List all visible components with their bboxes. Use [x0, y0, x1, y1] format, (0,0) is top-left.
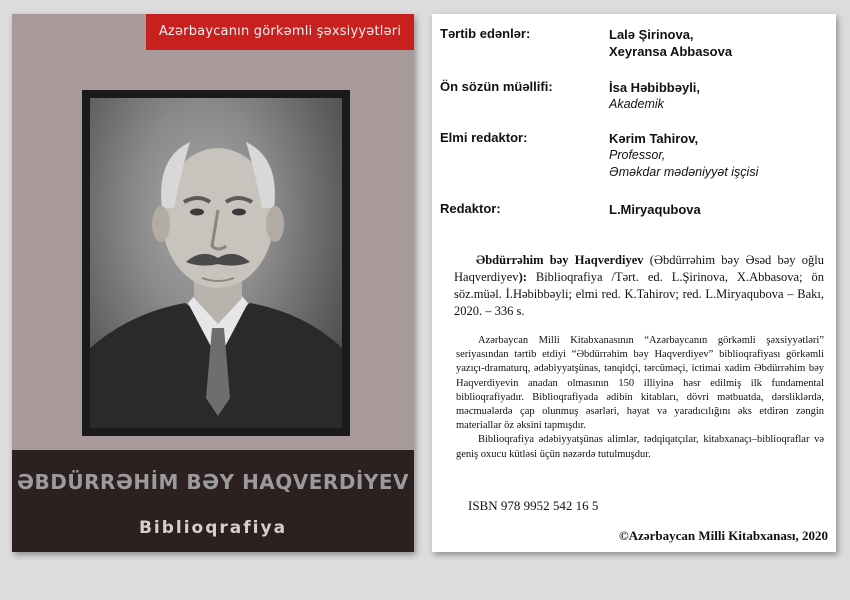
credit-name-compiler-1: Lalə Şirinova, — [609, 27, 694, 42]
citation-details: Biblioqrafiya /Tərt. ed. L.Şirinova, X.Abbasova; ön söz.müəl. İ.Həbibbəyli; elmi red. K.Tahirov; red. L.Miryaqubova – Bakı, 2020. – 336 s. — [454, 270, 824, 318]
credit-label-scientific-editor: Elmi redaktor: — [440, 130, 528, 145]
citation-colon: ): — [518, 270, 536, 284]
credit-name-compiler-2: Xeyransa Abbasova — [609, 44, 733, 59]
copyright: ©Azərbaycan Milli Kitabxanası, 2020 — [618, 528, 828, 543]
credit-label-foreword: Ön sözün müəllifi: — [440, 79, 553, 94]
credit-name-foreword: İsa Həbibbəyli, — [609, 80, 701, 95]
credit-label-compilers: Tərtib edənlər: — [440, 26, 531, 41]
portrait-drawing — [90, 98, 342, 428]
abstract-paragraph-1: Azərbaycan Milli Kitabxanasının “Azərbaycanın görkəmli şəxsiyyətləri” seriyasından tərtib etdiyi “Əbdürrəhim bəy Haqverdiyev” biblioqrafiyası görkəmli yazıçı-dramaturq, ədəbiyyatşünas, tənqidçi, tərcüməçi, ictimai xadim Əbdürrəhim bəy Haqverdiyevin anadan olmasının 150 illiyinə həsr edilmiş ilk fundamental biblioqrafiyadır. Biblioqrafiyada ədibin kitabları, dövri mətbuatda, dərsliklərdə, məcmuələrdə çap olunmuş əsərləri, həyat və yaradıcılığını əks etdirən zəngin materiallar öz əksini tapmışdır. — [456, 335, 824, 432]
credit-role-foreword: Akademik — [609, 97, 664, 111]
abstract — [456, 334, 824, 462]
imprint-page — [432, 14, 836, 552]
citation-fullname: (Əbdürrəhim bəy Əsəd bəy oğlu Haqverdiyev — [454, 253, 824, 284]
series-label: Azərbaycanın görkəmli şəxsiyyətləri — [146, 14, 414, 50]
credit-name-scientific-editor: Kərim Tahirov, — [609, 131, 699, 146]
cover-title: ƏBDÜRRƏHİM BƏY HAQVERDİYEV — [17, 470, 409, 494]
credit-role-scientific-editor-2: Əməkdar mədəniyyət işçisi — [609, 165, 759, 179]
credit-label-editor: Redaktor: — [440, 201, 501, 216]
bibliographic-citation — [454, 252, 824, 320]
book-cover — [12, 14, 414, 552]
portrait-photo-icon — [90, 98, 342, 428]
citation-author: Əbdürrəhim bəy Haqverdiyev — [476, 253, 644, 267]
abstract-paragraph-2: Biblioqrafiya ədəbiyyatşünas alimlər, tədqiqatçılar, kitabxanaçı–biblioqraflar və geniş oxucu kütləsi üçün nəzərdə tutulmuşdur. — [456, 434, 824, 460]
cover-subtitle: Biblioqrafiya — [138, 518, 288, 538]
portrait-frame — [82, 90, 350, 436]
credit-name-editor: L.Miryaqubova — [609, 202, 701, 217]
isbn: ISBN 978 9952 542 16 5 — [468, 498, 599, 513]
credit-role-scientific-editor-1: Professor, — [609, 148, 666, 162]
